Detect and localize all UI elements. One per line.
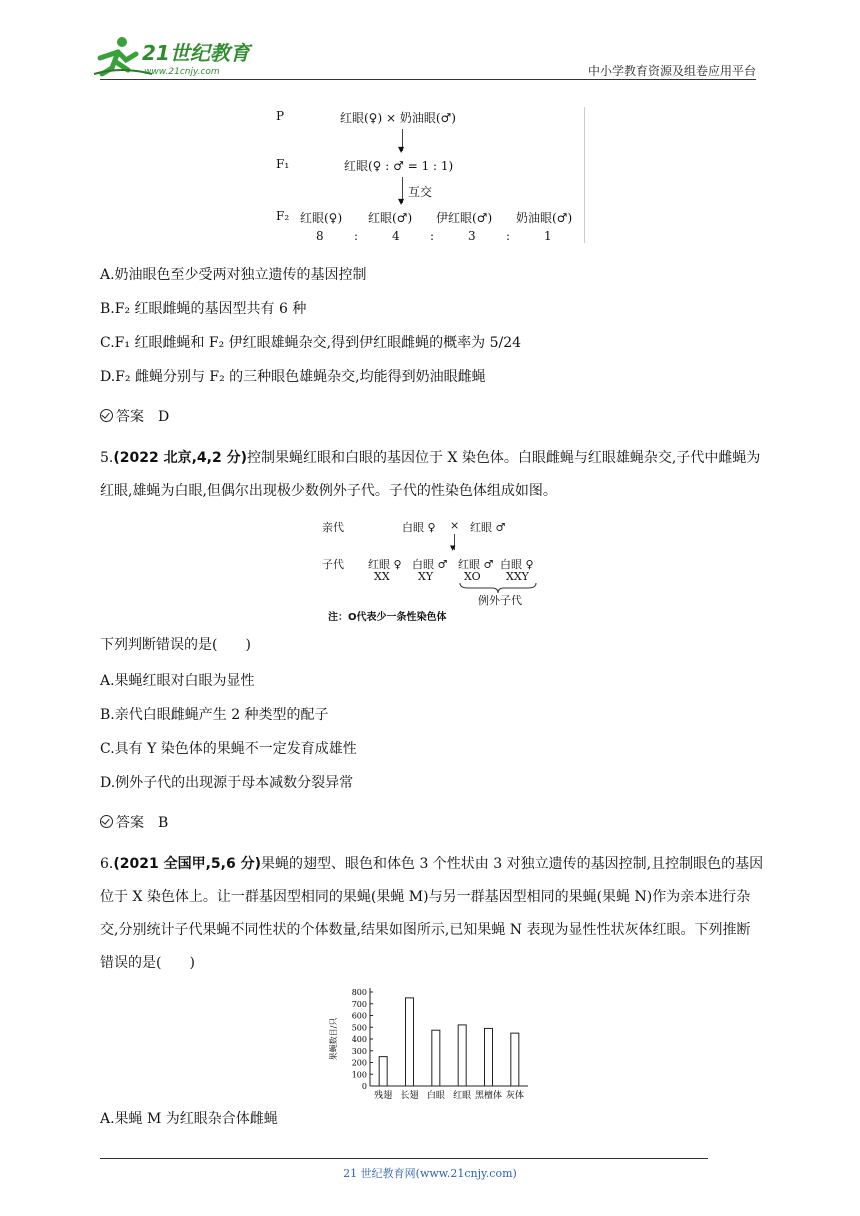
chart-y-tick-label: 100 (351, 1070, 367, 1080)
cross1-p-cross: 红眼(♀) × 奶油眼(♂) (340, 111, 456, 125)
arrow-down-icon: ▼ (450, 544, 456, 552)
cross1-f2-ratio: 8 (316, 229, 324, 243)
offspring-count-chart (326, 986, 536, 1104)
chart-y-tick-label: 300 (351, 1046, 367, 1056)
chart-x-tick-label: 长翅 (400, 1091, 419, 1101)
chart-x-tick-label: 红眼 (453, 1091, 472, 1101)
chart-bar (379, 1057, 387, 1086)
q5-stem (100, 442, 764, 508)
q6-source: (2021 全国甲,5,6 分) (113, 856, 261, 872)
logo-url-text: www.21cnjy.com (144, 67, 220, 77)
cross1-f2-pheno: 伊红眼(♂) (436, 211, 493, 225)
q4-option-b: B.F₂ 红眼雌蝇的基因型共有 6 种 (100, 301, 307, 317)
arrow-down-icon: ▼ (398, 145, 405, 154)
chart-bar (511, 1033, 519, 1086)
cross2-exception-label: 例外子代 (478, 594, 522, 607)
cross2-offspring-geno: XY (418, 570, 434, 583)
chart-x-tick-label: 灰体 (505, 1091, 524, 1101)
q5-source: (2022 北京,4,2 分) (113, 450, 247, 466)
cross2-offspring-geno: XX (374, 570, 390, 583)
q4-answer-value: D (158, 409, 170, 425)
chart-x-tick-label: 白眼 (426, 1091, 445, 1101)
header-divider (100, 79, 756, 80)
q4-answer (100, 406, 169, 426)
cross1-f2-pheno: 奶油眼(♂) (516, 211, 573, 225)
cross1-ratio-colon: : (430, 229, 435, 243)
q5-option-b: B.亲代白眼雌蝇产生 2 种类型的配子 (100, 707, 329, 723)
header-platform-text: 中小学教育资源及组卷应用平台 (587, 64, 756, 78)
q5-answer-value: B (158, 815, 169, 831)
q5-option-c: C.具有 Y 染色体的果蝇不一定发育成雄性 (100, 741, 357, 757)
chart-bar (485, 1028, 493, 1086)
cross2-offspring-pheno: 白眼 ♀ (500, 558, 534, 571)
cross1-p-label: P (276, 109, 285, 123)
cross2-parent-male: 红眼 ♂ (470, 521, 506, 534)
answer-label: 答案 (116, 815, 144, 831)
chart-x-tick-label: 残翅 (374, 1091, 393, 1101)
chart-y-tick-label: 500 (351, 1023, 367, 1033)
cross1-ratio-colon: : (506, 229, 511, 243)
cross1-f2-pheno: 红眼(♂) (368, 211, 413, 225)
q6-stem (100, 848, 764, 980)
q5-number: 5. (100, 450, 114, 466)
chart-y-tick-label: 200 (351, 1058, 367, 1068)
footer-text: 21 世纪教育网(www.21cnjy.com) (343, 1167, 517, 1180)
cross2-cross-symbol: × (450, 519, 460, 532)
cross2-offspring-pheno: 红眼 ♀ (368, 558, 402, 571)
answer-label: 答案 (116, 409, 144, 425)
q5-option-d: D.例外子代的出现源于母本减数分裂异常 (100, 775, 354, 791)
q6-option-a: A.果蝇 M 为红眼杂合体雌蝇 (100, 1111, 278, 1127)
cross2-offspring-label: 子代 (322, 558, 344, 571)
q5-question: 下列判断错误的是( ) (100, 637, 251, 653)
chart-y-tick-label: 0 (361, 1082, 367, 1091)
chart-y-tick-label: 800 (351, 988, 367, 997)
chart-bar (458, 1025, 466, 1086)
chart-y-axis-label: 果蝇数目/只 (329, 1017, 338, 1061)
cross2-offspring-pheno: 红眼 ♂ (458, 558, 494, 571)
chart-y-tick-label: 400 (351, 1035, 367, 1044)
cross2-offspring-geno: XXY (506, 570, 529, 583)
footer-divider (100, 1158, 708, 1159)
cross1-f2-ratio: 1 (544, 229, 552, 243)
cross1-f2-ratio: 3 (468, 229, 476, 243)
chart-bar (432, 1030, 440, 1086)
cross1-f2-pheno: 红眼(♀) (300, 211, 343, 225)
cross1-f1-label: F₁ (276, 157, 290, 171)
cross-diagram-eye-color (272, 105, 592, 245)
logo-main-text: 21世纪教育 (142, 41, 250, 65)
cross1-f1-text: 红眼(♀ : ♂ = 1 : 1) (344, 159, 454, 173)
cross1-ratio-colon: : (354, 229, 359, 243)
cross-diagram-sex-chromosome (322, 516, 552, 624)
q6-number: 6. (100, 856, 114, 872)
cross2-parent-female: 白眼 ♀ (402, 521, 436, 534)
check-circle-icon (100, 815, 113, 828)
chart-y-tick-label: 700 (351, 999, 367, 1009)
cross1-right-border (584, 107, 585, 243)
cross1-f2-ratio: 4 (392, 229, 400, 243)
q4-option-c: C.F₁ 红眼雌蝇和 F₂ 伊红眼雄蝇杂交,得到伊红眼雌蝇的概率为 5/24 (100, 335, 522, 351)
q5-option-a: A.果蝇红眼对白眼为显性 (100, 673, 255, 689)
cross2-parent-label: 亲代 (322, 521, 344, 534)
q5-answer (100, 812, 168, 832)
site-logo (92, 34, 262, 80)
q4-option-a: A.奶油眼色至少受两对独立遗传的基因控制 (100, 267, 367, 283)
cross2-note: 注：O代表少一条性染色体 (328, 612, 447, 623)
chart-bar (406, 998, 414, 1086)
chart-x-tick-label: 黑檀体 (474, 1091, 503, 1101)
cross2-offspring-geno: XO (464, 570, 481, 583)
check-circle-icon (100, 409, 113, 422)
q5-stem-text: 控制果蝇红眼和白眼的基因位于 X 染色体。白眼雌蝇与红眼雄蝇杂交,子代中雌蝇为红眼,雄蝇为白眼,但偶尔出现极少数例外子代。子代的性染色体组成如图。 (100, 450, 761, 499)
cross2-offspring-pheno: 白眼 ♂ (412, 558, 448, 571)
q4-option-d: D.F₂ 雌蝇分别与 F₂ 的三种眼色雄蝇杂交,均能得到奶油眼雌蝇 (100, 369, 486, 385)
q6-stem-text: 果蝇的翅型、眼色和体色 3 个性状由 3 对独立遗传的基因控制,且控制眼色的基因位于 X 染色体上。让一群基因型相同的果蝇(果蝇 M)与另一群基因型相同的果蝇(果蝇 N)作为亲本进行杂交,分别统计子代果蝇不同性状的个体数量,结果如图所示,已知果蝇 N 表现为显性性状灰体红眼。下列推断错误的是( ) (100, 856, 764, 971)
chart-y-tick-label: 600 (351, 1011, 367, 1021)
arrow-down-icon: ▼ (398, 197, 405, 206)
cross1-mutual-label: 互交 (408, 185, 433, 199)
cross1-f2-label: F₂ (276, 209, 290, 223)
